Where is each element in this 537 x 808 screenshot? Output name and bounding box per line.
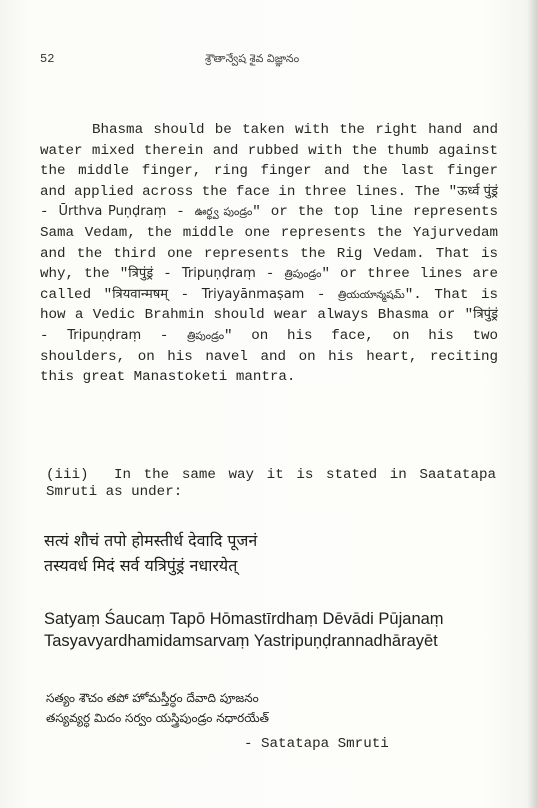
term-roman: Tripuṇḍraṃ bbox=[181, 266, 256, 282]
sanskrit-verse bbox=[44, 528, 504, 578]
separator: - bbox=[166, 204, 195, 221]
term-devanagari: त्रिपुंड्रं bbox=[128, 266, 154, 282]
paragraph-text: ". That is how a Vedic Brahmin should wear always Bhasma or " bbox=[40, 286, 498, 324]
term-telugu: త్రిపుండ్రం bbox=[187, 329, 225, 342]
paragraph-text: In the same way it is stated in Saatatapa Smruti as under: bbox=[46, 467, 496, 500]
term-devanagari: त्रियवान्मषम् bbox=[112, 286, 169, 302]
verse-line: तस्यवर्ध मिदं सर्व यत्रिपुंड्रं नधारयेत् bbox=[44, 556, 238, 575]
paragraph-text: " or the top line represents Sama Vedam, the middle one represents the Yajurvedam and the third one represents the Rig Vedam. That is why, the " bbox=[40, 204, 499, 283]
verse-line: Tasyavyardhamidamsarvaṃ Yastripuṇḍrannadhārayēt bbox=[44, 632, 438, 650]
separator: - bbox=[168, 286, 202, 303]
separator: - bbox=[40, 327, 68, 344]
term-roman: Ūrthva Puṇḍraṃ bbox=[58, 204, 167, 220]
page-edge-shadow bbox=[527, 0, 537, 808]
verse-line: Satyaṃ Śaucaṃ Tapō Hōmastīrdhaṃ Dēvādi Pūjanaṃ bbox=[44, 610, 444, 628]
term-roman: Tripuṇḍraṃ bbox=[67, 327, 142, 343]
page-number: 52 bbox=[40, 52, 55, 66]
paragraph-bhasma-instructions bbox=[40, 120, 498, 388]
separator: - bbox=[304, 286, 339, 303]
paragraph-text: " or three lines are called " bbox=[40, 266, 499, 303]
telugu-verse bbox=[46, 688, 506, 728]
term-telugu: త్రిపుండ్రం bbox=[284, 268, 322, 281]
term-telugu: త్రియయాన్మషమ్ bbox=[338, 288, 405, 301]
paragraph-text: " on his face, on his two shoulders, on his navel and on his heart, reciting this great Manastoketi mantra. bbox=[40, 327, 498, 386]
verse-attribution: - Satatapa Smruti bbox=[244, 736, 389, 752]
separator: - bbox=[141, 327, 188, 344]
page-header bbox=[40, 52, 500, 70]
paragraph-satatapa-intro bbox=[46, 467, 496, 501]
verse-line: తస్యవ్యర్ధ మిదం సర్వం యస్త్రిపుండ్రం నధారయేత్ bbox=[46, 711, 269, 725]
transliteration-verse bbox=[44, 608, 504, 652]
running-title: శ్రౌతాన్వేష శైవ విజ్ఞానం bbox=[205, 52, 300, 65]
verse-line: सत्यं शौचं तपो होमस्तीर्ध देवादि पूजनं bbox=[44, 531, 258, 550]
term-devanagari: त्रिपुंड्रं bbox=[473, 307, 498, 323]
term-devanagari: ऊर्ध्व पुंड्रं bbox=[457, 183, 498, 199]
separator: - bbox=[40, 204, 59, 221]
paragraph-text: Bhasma should be taken with the right hand and water mixed therein and rubbed with the thumb against the middle finger, ring finger and the last finger and applied across the face in three lines. The " bbox=[40, 122, 498, 200]
term-roman: Triyayānmaṣam bbox=[201, 286, 305, 302]
verse-line: సత్యం శౌచం తపో హోమస్తీర్ధం దేవాది పూజనం bbox=[46, 691, 259, 705]
separator: - bbox=[153, 266, 182, 283]
term-telugu: ఊర్థ్వ పుండ్రం bbox=[194, 206, 253, 219]
list-marker: (iii) bbox=[46, 467, 89, 483]
separator: - bbox=[255, 266, 285, 283]
